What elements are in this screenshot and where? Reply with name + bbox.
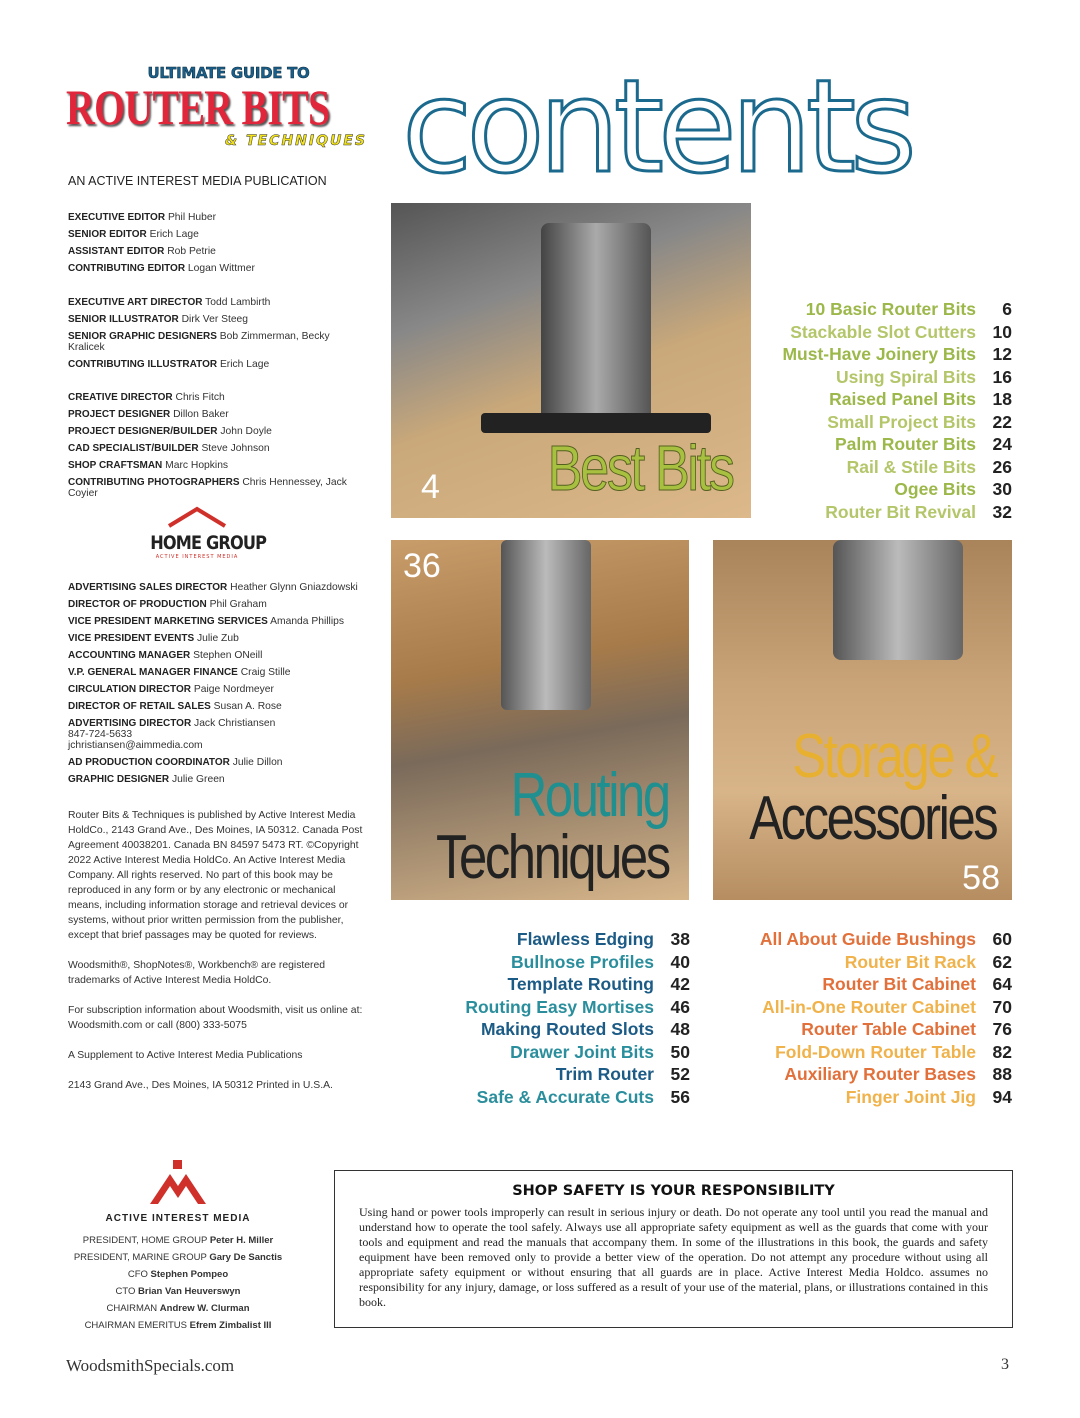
best-bits-photo: 4 Best Bits [391,203,751,518]
masthead-entry: SHOP CRAFTSMAN Marc Hopkins [68,460,229,471]
toc-item-title: Router Bit Rack [844,951,976,972]
masthead-entry: V.P. GENERAL MANAGER FINANCE Craig Stille [68,667,291,678]
toc-item-title: Bullnose Profiles [511,951,654,972]
toc-item[interactable] [410,928,690,951]
toc-storage-accessories [712,928,1012,1108]
roof-icon [167,506,227,528]
page-title: contents [402,53,911,202]
toc-item-title: Flawless Edging [516,929,654,949]
toc-item-title: Router Table Cabinet [801,1019,976,1039]
toc-item-title: Stackable Slot Cutters [790,321,976,342]
masthead-entry: DIRECTOR OF PRODUCTION Phil Graham [68,599,267,610]
toc-item[interactable] [410,1063,690,1086]
legal-paragraph: For subscription information about Woodsmith, visit us online at: Woodsmith.com or call (800) 333-5075 [68,1005,363,1031]
officer-entry: PRESIDENT, HOME GROUP Peter H. Miller [82,1235,274,1246]
toc-item[interactable] [410,1041,690,1064]
masthead-entry: VICE PRESIDENT MARKETING SERVICES Amanda Phillips [68,616,344,627]
toc-item-page: 60 [992,929,1012,949]
section-title-routing: Routing [510,761,669,830]
toc-item-title: Rail & Stile Bits [846,456,976,477]
toc-item[interactable] [410,951,690,974]
legal-paragraph: Woodsmith®, ShopNotes®, Workbench® are registered trademarks of Active Interest Media HoldCo. [68,960,326,986]
masthead-entry: CONTRIBUTING ILLUSTRATOR Erich Lage [68,359,270,370]
toc-item[interactable] [740,456,1012,479]
masthead-design [68,392,368,505]
masthead-entry: EXECUTIVE EDITOR Phil Huber [68,212,217,223]
toc-item-title: Palm Router Bits [835,434,976,454]
toc-item-page: 64 [992,974,1012,994]
toc-item-title: Template Routing [507,974,654,994]
toc-item-title: Router Bit Revival [825,501,976,522]
toc-item-page: 46 [670,996,690,1017]
masthead-entry: CAD SPECIALIST/BUILDER Steve Johnson [68,443,270,454]
toc-item[interactable] [740,321,1012,344]
legal-paragraph: A Supplement to Active Interest Media Publications [68,1050,303,1061]
toc-item-title: Using Spiral Bits [835,366,976,387]
toc-item[interactable] [740,501,1012,524]
toc-item-page: 40 [670,951,690,972]
toc-item[interactable] [712,928,1012,951]
page-number: 3 [1001,1356,1009,1373]
toc-item[interactable] [712,1086,1012,1109]
masthead-entry: ADVERTISING SALES DIRECTOR Heather Glynn Gniazdowski [68,582,358,593]
toc-item[interactable] [712,1041,1012,1064]
toc-item-page: 30 [992,479,1012,499]
toc-item-page: 22 [992,411,1012,432]
toc-item[interactable] [410,1018,690,1041]
toc-item-title: Drawer Joint Bits [510,1041,654,1062]
toc-item-title: Router Bit Cabinet [822,974,976,994]
toc-item[interactable] [712,973,1012,996]
toc-item-page: 52 [670,1064,690,1084]
officer-entry: CTO Brian Van Heuverswyn [115,1286,241,1297]
home-group-logo: HOME GROUP ACTIVE INTEREST MEDIA [142,506,252,560]
toc-item-page: 16 [992,366,1012,387]
toc-item[interactable] [410,1086,690,1109]
publication-line: AN ACTIVE INTEREST MEDIA PUBLICATION [68,174,327,188]
toc-item[interactable] [740,478,1012,501]
toc-item[interactable] [740,343,1012,366]
toc-item-page: 70 [992,996,1012,1017]
toc-item[interactable] [740,366,1012,389]
officer-entry: CHAIRMAN Andrew W. Clurman [106,1303,250,1314]
toc-item-title: 10 Basic Router Bits [805,299,976,319]
officer-entry: PRESIDENT, MARINE GROUP Gary De Sanctis [73,1252,283,1263]
toc-item-page: 82 [992,1041,1012,1062]
toc-item-title: All-in-One Router Cabinet [762,996,976,1017]
toc-item-page: 48 [670,1019,690,1039]
toc-item[interactable] [740,433,1012,456]
section-title-accessories: Accessories [749,784,996,853]
section-title-techniques: Techniques [436,823,669,892]
masthead-entry: DIRECTOR OF RETAIL SALES Susan A. Rose [68,701,282,712]
toc-item-page: 76 [992,1019,1012,1039]
legal-notice [68,808,368,1108]
toc-item-title: Ogee Bits [894,479,976,499]
toc-item-title: Small Project Bits [827,411,976,432]
toc-item-page: 32 [992,501,1012,522]
toc-item[interactable] [712,951,1012,974]
toc-item-title: Trim Router [555,1064,654,1084]
toc-routing-techniques [410,928,690,1108]
toc-item-title: Fold-Down Router Table [775,1041,976,1062]
toc-item[interactable] [740,388,1012,411]
legal-paragraph: Router Bits & Techniques is published by Active Interest Media HoldCo., 2143 Grand Ave., Des Moines, IA 50312. Canada Post Agreement 40038201. Canada BN 84597 5473 RT. ©Copyright 2022 Active Interest Media HoldCo. An Active Interest Media Company. All rights reserved. No part of this book may be reproduced in any form or by any electronic or mechanical means, including information storage and retrieval devices or systems, without prior written permission from the publisher, except that brief passages may be quoted for reviews. [68,810,363,941]
toc-item-title: Must-Have Joinery Bits [782,344,976,364]
toc-item-page: 94 [992,1086,1012,1107]
routing-techniques-photo: 36 Routing Techniques [391,540,689,900]
toc-item-title: All About Guide Bushings [759,929,976,949]
toc-item-page: 38 [670,929,690,949]
toc-item[interactable] [712,996,1012,1019]
masthead-entry: PROJECT DESIGNER/BUILDER John Doyle [68,426,272,437]
toc-item-page: 26 [992,456,1012,477]
storage-accessories-photo: Storage & Accessories 58 [713,540,1012,900]
masthead-entry: PROJECT DESIGNER Dillon Baker [68,409,229,420]
toc-item[interactable] [410,996,690,1019]
officer-entry: CFO Stephen Pompeo [127,1269,229,1280]
section-title-storage: Storage & [792,722,996,791]
masthead-entry: CONTRIBUTING PHOTOGRAPHERS Chris Hennessey, Jack Coyier [68,477,347,499]
aim-officers: ACTIVE INTEREST MEDIA PRESIDENT, HOME GROUP Peter H. Miller PRESIDENT, MARINE GROUP Gary De Sanctis CFO Stephen Pompeo CTO Brian Van Heuverswyn CHAIRMAN Andrew W. Clurman CHAIRMAN EMERITUS Efrem Zimbalist III [68,1160,288,1334]
aim-logo-icon [148,1160,208,1204]
section-title-best-bits: Best Bits [548,432,733,504]
masthead-entry: CONTRIBUTING EDITOR Logan Wittmer [68,263,255,274]
masthead-entry: ACCOUNTING MANAGER Stephen ONeill [68,650,263,661]
toc-best-bits [740,298,1012,523]
masthead-entry: AD PRODUCTION COORDINATOR Julie Dillon [68,757,283,768]
masthead-entry: CIRCULATION DIRECTOR Paige Nordmeyer [68,684,274,695]
toc-item-page: 62 [992,951,1012,972]
toc-item[interactable] [740,411,1012,434]
toc-item[interactable] [712,1018,1012,1041]
masthead-entry: SENIOR GRAPHIC DESIGNERS Bob Zimmerman, Becky Kralicek [68,331,330,353]
toc-item-page: 42 [670,974,690,994]
toc-item-title: Routing Easy Mortises [465,996,654,1017]
toc-item-page: 88 [992,1064,1012,1084]
toc-item-title: Safe & Accurate Cuts [476,1086,654,1107]
toc-item-page: 12 [992,344,1012,364]
toc-item[interactable] [712,1063,1012,1086]
router-bits-logo: ULTIMATE GUIDE TO ROUTER BITS & TECHNIQUES [66,64,367,149]
masthead-entry: ASSISTANT EDITOR Rob Petrie [68,246,216,257]
masthead-business [68,582,368,791]
safety-notice: SHOP SAFETY IS YOUR RESPONSIBILITY Using hand or power tools improperly can result in serious injury or death. Do not operate any tool until you read the manual and understand how to operate the tool safely. Always use all appropriate safety equipment as well as the guards that come with your tools and equipment and read the manuals that accompany them. In some of the illustrations in this book, the guards and safety equipment have been removed only to provide a better view of the operation. Do not attempt any procedure without using all appropriate safety equipment or without ensuring that all guards are in place. Active Interest Media Holdco. assumes no responsibility for any injury, damage, or loss suffered as a result of your use of the material, plans, or illustrations contained in this book. [334,1170,1013,1328]
masthead-entry: CREATIVE DIRECTOR Chris Fitch [68,392,225,403]
toc-item-title: Making Routed Slots [480,1019,654,1039]
toc-item[interactable] [410,973,690,996]
masthead-art [68,297,368,376]
masthead-entry: EXECUTIVE ART DIRECTOR Todd Lambirth [68,297,271,308]
toc-item-page: 6 [1002,299,1012,319]
toc-item-page: 24 [992,434,1012,454]
masthead-entry: SENIOR EDITOR Erich Lage [68,229,199,240]
legal-paragraph: 2143 Grand Ave., Des Moines, IA 50312 Printed in U.S.A. [68,1080,333,1091]
toc-item-page: 50 [670,1041,690,1062]
toc-item-page: 56 [670,1086,690,1107]
toc-item-title: Auxiliary Router Bases [784,1064,976,1084]
toc-item-page: 10 [992,321,1012,342]
masthead-entry: VICE PRESIDENT EVENTS Julie Zub [68,633,239,644]
footer-website[interactable]: WoodsmithSpecials.com [66,1356,235,1375]
masthead-entry: ADVERTISING DIRECTOR Jack Christiansen 847-724-5633 jchristiansen@aimmedia.com [68,718,276,751]
masthead-entry: GRAPHIC DESIGNER Julie Green [68,774,225,785]
masthead-editorial [68,212,368,280]
toc-item-title: Raised Panel Bits [829,389,976,409]
officer-entry: CHAIRMAN EMERITUS Efrem Zimbalist III [84,1320,272,1331]
toc-item-page: 18 [992,389,1012,409]
masthead-entry: SENIOR ILLUSTRATOR Dirk Ver Steeg [68,314,249,325]
toc-item[interactable] [740,298,1012,321]
toc-item-title: Finger Joint Jig [845,1086,976,1107]
